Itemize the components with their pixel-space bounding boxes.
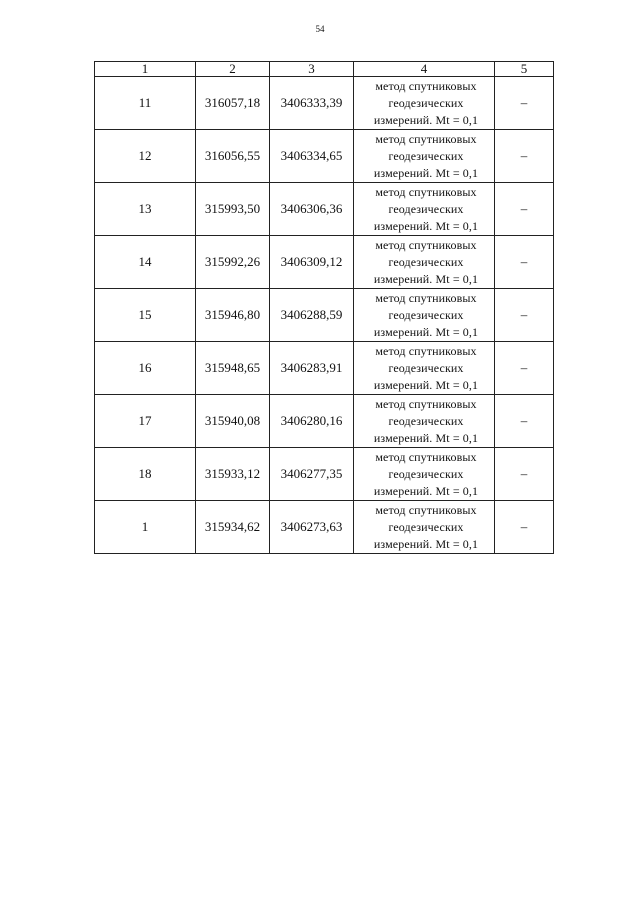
method-line: измерений. Mt = 0,1 xyxy=(373,483,479,498)
note-cell: – xyxy=(495,236,554,289)
point-number-cell: 18 xyxy=(95,448,196,501)
table-row xyxy=(95,501,554,554)
x-coordinate-cell: 316057,18 xyxy=(196,77,270,130)
method-line: метод спутниковых xyxy=(375,449,477,464)
table-row xyxy=(95,236,554,289)
method-cell xyxy=(354,289,495,342)
method-line: метод спутниковых xyxy=(375,396,477,411)
x-coordinate-cell: 316056,55 xyxy=(196,130,270,183)
x-coordinate-cell: 315934,62 xyxy=(196,501,270,554)
point-number-cell: 14 xyxy=(95,236,196,289)
note-cell: – xyxy=(495,130,554,183)
y-coordinate-cell: 3406273,63 xyxy=(270,501,354,554)
coordinates-table xyxy=(94,61,554,554)
method-line: измерений. Mt = 0,1 xyxy=(373,165,479,180)
y-coordinate-cell: 3406333,39 xyxy=(270,77,354,130)
note-cell: – xyxy=(495,448,554,501)
method-line: измерений. Mt = 0,1 xyxy=(373,377,479,392)
method-line: измерений. Mt = 0,1 xyxy=(373,430,479,445)
method-line: измерений. Mt = 0,1 xyxy=(373,324,479,339)
method-line: измерений. Mt = 0,1 xyxy=(373,218,479,233)
note-cell: – xyxy=(495,77,554,130)
x-coordinate-cell: 315940,08 xyxy=(196,395,270,448)
header-col-5: 5 xyxy=(495,62,554,77)
note-cell: – xyxy=(495,342,554,395)
method-line: геодезических xyxy=(388,307,464,322)
x-coordinate-cell: 315992,26 xyxy=(196,236,270,289)
header-col-2: 2 xyxy=(196,62,270,77)
point-number-cell: 13 xyxy=(95,183,196,236)
method-line: метод спутниковых xyxy=(375,78,477,93)
method-line: геодезических xyxy=(388,254,464,269)
x-coordinate-cell: 315948,65 xyxy=(196,342,270,395)
method-line: метод спутниковых xyxy=(375,343,477,358)
note-cell: – xyxy=(495,501,554,554)
point-number-cell: 16 xyxy=(95,342,196,395)
method-cell xyxy=(354,448,495,501)
y-coordinate-cell: 3406277,35 xyxy=(270,448,354,501)
y-coordinate-cell: 3406334,65 xyxy=(270,130,354,183)
y-coordinate-cell: 3406288,59 xyxy=(270,289,354,342)
method-line: измерений. Mt = 0,1 xyxy=(373,271,479,286)
table-row xyxy=(95,183,554,236)
method-line: геодезических xyxy=(388,466,464,481)
point-number-cell: 12 xyxy=(95,130,196,183)
note-cell: – xyxy=(495,183,554,236)
method-line: геодезических xyxy=(388,95,464,110)
method-line: метод спутниковых xyxy=(375,131,477,146)
method-cell xyxy=(354,183,495,236)
header-col-1: 1 xyxy=(95,62,196,77)
method-line: метод спутниковых xyxy=(375,290,477,305)
method-line: геодезических xyxy=(388,413,464,428)
y-coordinate-cell: 3406309,12 xyxy=(270,236,354,289)
point-number-cell: 17 xyxy=(95,395,196,448)
x-coordinate-cell: 315946,80 xyxy=(196,289,270,342)
method-cell xyxy=(354,130,495,183)
header-row xyxy=(95,62,554,77)
method-cell xyxy=(354,342,495,395)
method-line: метод спутниковых xyxy=(375,502,477,517)
method-line: метод спутниковых xyxy=(375,237,477,252)
point-number-cell: 1 xyxy=(95,501,196,554)
note-cell: – xyxy=(495,395,554,448)
method-line: геодезических xyxy=(388,201,464,216)
table-row xyxy=(95,395,554,448)
method-line: измерений. Mt = 0,1 xyxy=(373,112,479,127)
method-cell xyxy=(354,77,495,130)
method-line: геодезических xyxy=(388,148,464,163)
method-line: метод спутниковых xyxy=(375,184,477,199)
table-body xyxy=(95,77,554,554)
header-col-3: 3 xyxy=(270,62,354,77)
page-number: 54 xyxy=(315,24,325,34)
note-cell: – xyxy=(495,289,554,342)
point-number-cell: 11 xyxy=(95,77,196,130)
method-cell xyxy=(354,236,495,289)
method-cell xyxy=(354,501,495,554)
method-cell xyxy=(354,395,495,448)
method-line: измерений. Mt = 0,1 xyxy=(373,536,479,551)
y-coordinate-cell: 3406280,16 xyxy=(270,395,354,448)
x-coordinate-cell: 315933,12 xyxy=(196,448,270,501)
method-line: геодезических xyxy=(388,360,464,375)
table-row xyxy=(95,130,554,183)
table-row xyxy=(95,289,554,342)
table-row xyxy=(95,77,554,130)
method-line: геодезических xyxy=(388,519,464,534)
table-row xyxy=(95,342,554,395)
point-number-cell: 15 xyxy=(95,289,196,342)
table-header xyxy=(95,62,554,77)
header-col-4: 4 xyxy=(354,62,495,77)
y-coordinate-cell: 3406283,91 xyxy=(270,342,354,395)
table-row xyxy=(95,448,554,501)
y-coordinate-cell: 3406306,36 xyxy=(270,183,354,236)
x-coordinate-cell: 315993,50 xyxy=(196,183,270,236)
